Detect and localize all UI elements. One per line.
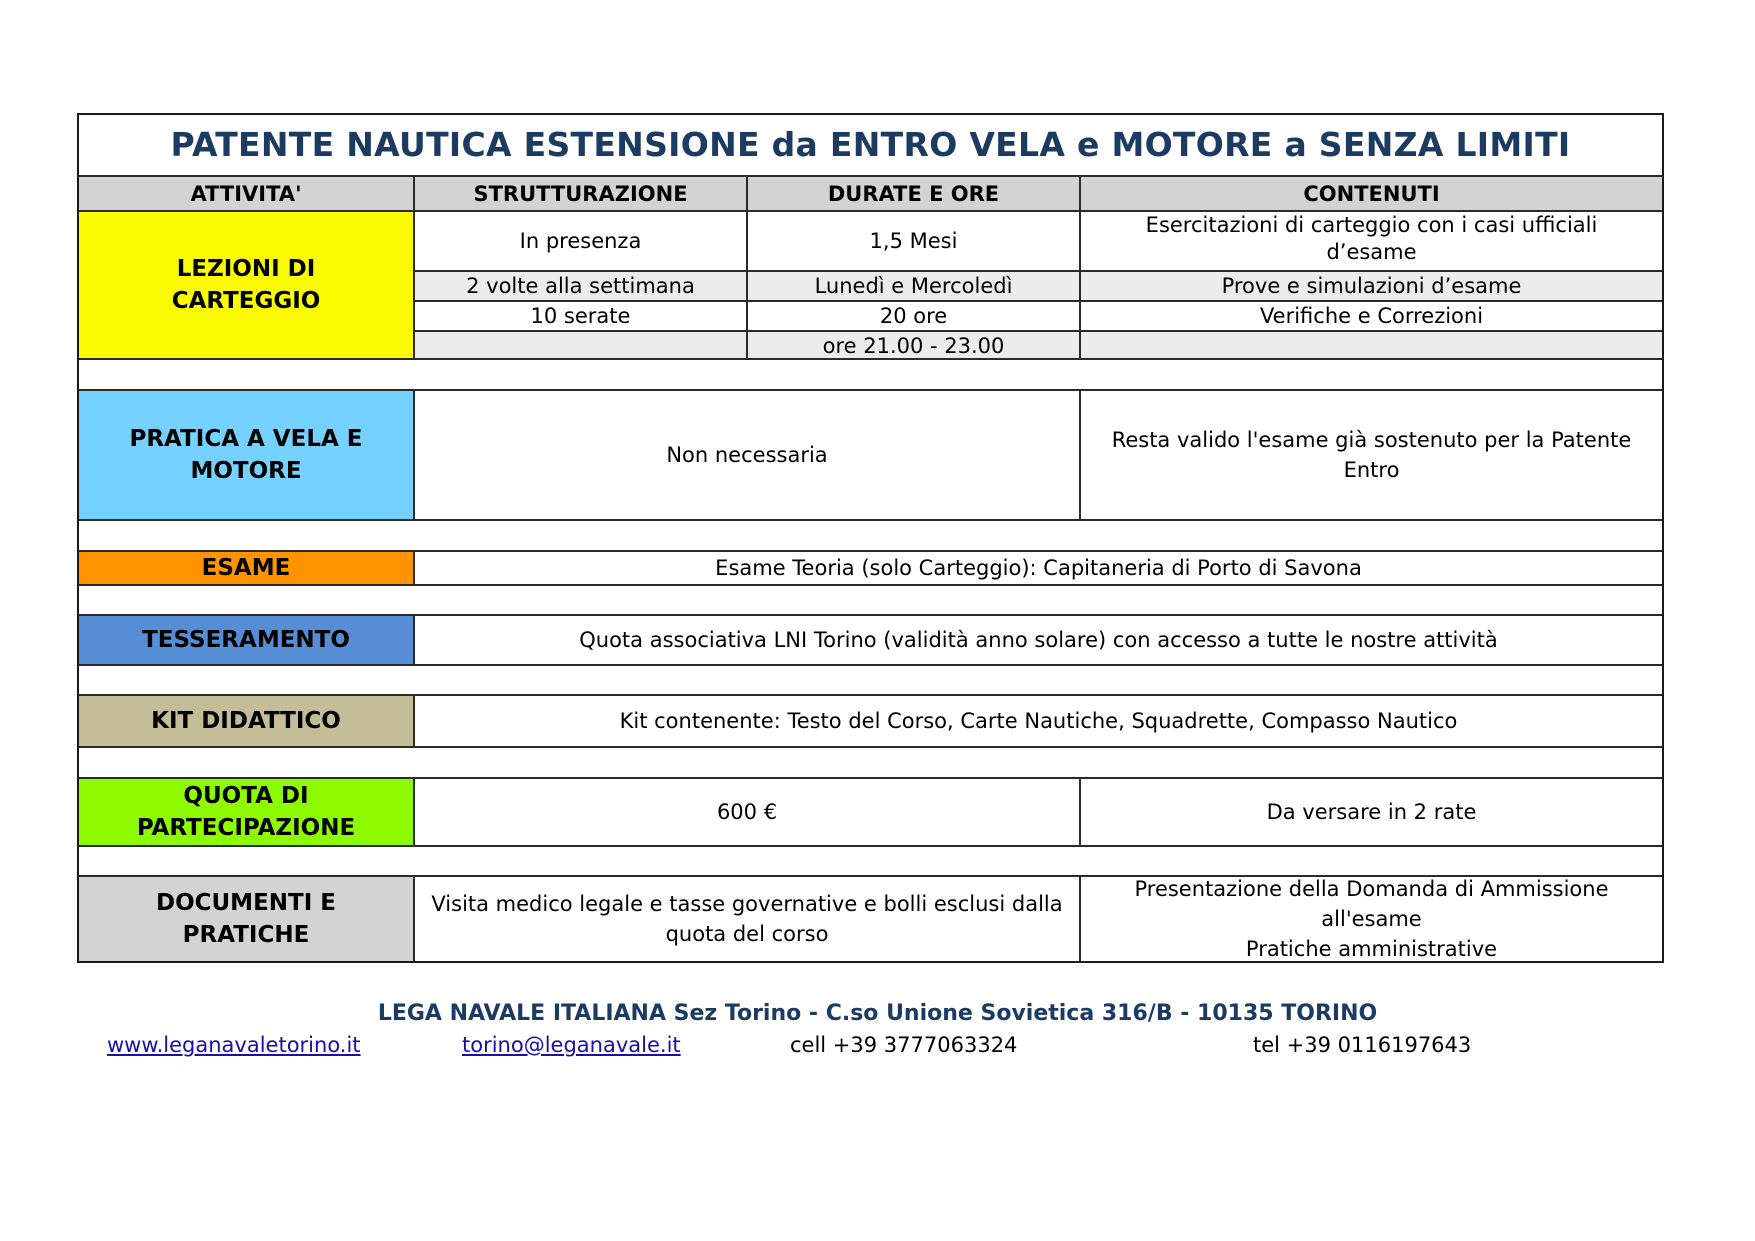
lezioni-label: LEZIONI DI CARTEGGIO — [79, 212, 413, 358]
quota-value: 600 € — [413, 779, 1079, 845]
lezioni-row — [413, 300, 1662, 330]
pratica-section — [79, 389, 1662, 519]
spacer-row — [79, 584, 1662, 614]
tel-phone: tel +39 0116197643 — [1253, 1033, 1472, 1057]
lezioni-row — [413, 330, 1662, 360]
documenti-note — [1079, 877, 1662, 961]
email-link[interactable]: torino@leganavale.it — [462, 1033, 681, 1057]
lezioni-strutturazione: 10 serate — [413, 302, 746, 330]
course-table — [77, 113, 1664, 963]
lezioni-contenuti: Verifiche e Correzioni — [1079, 302, 1662, 330]
esame-label: ESAME — [79, 552, 413, 584]
lezioni-durata: 1,5 Mesi — [746, 212, 1079, 270]
quota-section — [79, 777, 1662, 845]
esame-section — [79, 550, 1662, 584]
tesseramento-value: Quota associativa LNI Torino (validità anno solare) con accesso a tutte le nostre attività — [413, 616, 1662, 664]
lezioni-strutturazione: 2 volte alla settimana — [413, 272, 746, 300]
lezioni-strutturazione — [413, 332, 746, 360]
title-row — [79, 115, 1662, 175]
lezioni-durata: ore 21.00 - 23.00 — [746, 332, 1079, 360]
header-strutturazione: STRUTTURAZIONE — [413, 177, 746, 210]
lezioni-contenuti — [1079, 332, 1662, 360]
lezioni-strutturazione: In presenza — [413, 212, 746, 270]
spacer-row — [79, 664, 1662, 694]
pratica-value: Non necessaria — [413, 391, 1079, 519]
pratica-label: PRATICA A VELA E MOTORE — [79, 391, 413, 519]
tesseramento-section — [79, 614, 1662, 664]
lezioni-section — [79, 210, 1662, 358]
header-row — [79, 175, 1662, 210]
documenti-note-line1: Presentazione della Domanda di Ammissione all'esame — [1134, 877, 1609, 931]
spacer-row — [79, 519, 1662, 550]
lezioni-row — [413, 212, 1662, 270]
quota-note: Da versare in 2 rate — [1079, 779, 1662, 845]
cell-phone: cell +39 3777063324 — [790, 1033, 1018, 1057]
kit-value: Kit contenente: Testo del Corso, Carte Nautiche, Squadrette, Compasso Nautico — [413, 696, 1662, 746]
documenti-section — [79, 875, 1662, 961]
page-title: PATENTE NAUTICA ESTENSIONE da ENTRO VELA e MOTORE a SENZA LIMITI — [170, 125, 1571, 164]
tesseramento-label: TESSERAMENTO — [79, 616, 413, 664]
lezioni-durata: Lunedì e Mercoledì — [746, 272, 1079, 300]
lezioni-contenuti: Esercitazioni di carteggio con i casi ufficiali d’esame — [1079, 212, 1662, 270]
documenti-label: DOCUMENTI E PRATICHE — [79, 877, 413, 961]
spacer-row — [79, 746, 1662, 777]
website-link[interactable]: www.leganavaletorino.it — [107, 1033, 361, 1057]
lezioni-durata: 20 ore — [746, 302, 1079, 330]
kit-label: KIT DIDATTICO — [79, 696, 413, 746]
footer-address: LEGA NAVALE ITALIANA Sez Torino - C.so Unione Sovietica 316/B - 10135 TORINO — [377, 1001, 1378, 1026]
esame-value: Esame Teoria (solo Carteggio): Capitaneria di Porto di Savona — [413, 552, 1662, 584]
spacer-row — [79, 845, 1662, 875]
header-attivita: ATTIVITA' — [190, 181, 302, 206]
header-contenuti: CONTENUTI — [1079, 177, 1662, 210]
pratica-note: Resta valido l'esame già sostenuto per la Patente Entro — [1079, 391, 1662, 519]
lezioni-contenuti: Prove e simulazioni d’esame — [1079, 272, 1662, 300]
documenti-note-line2: Pratiche amministrative — [1245, 937, 1498, 961]
lezioni-row — [413, 270, 1662, 300]
spacer-row — [79, 358, 1662, 389]
kit-section — [79, 694, 1662, 746]
documenti-value: Visita medico legale e tasse governative e bolli esclusi dalla quota del corso — [413, 877, 1079, 961]
header-durate: DURATE E ORE — [746, 177, 1079, 210]
quota-label: QUOTA DI PARTECIPAZIONE — [79, 779, 413, 845]
